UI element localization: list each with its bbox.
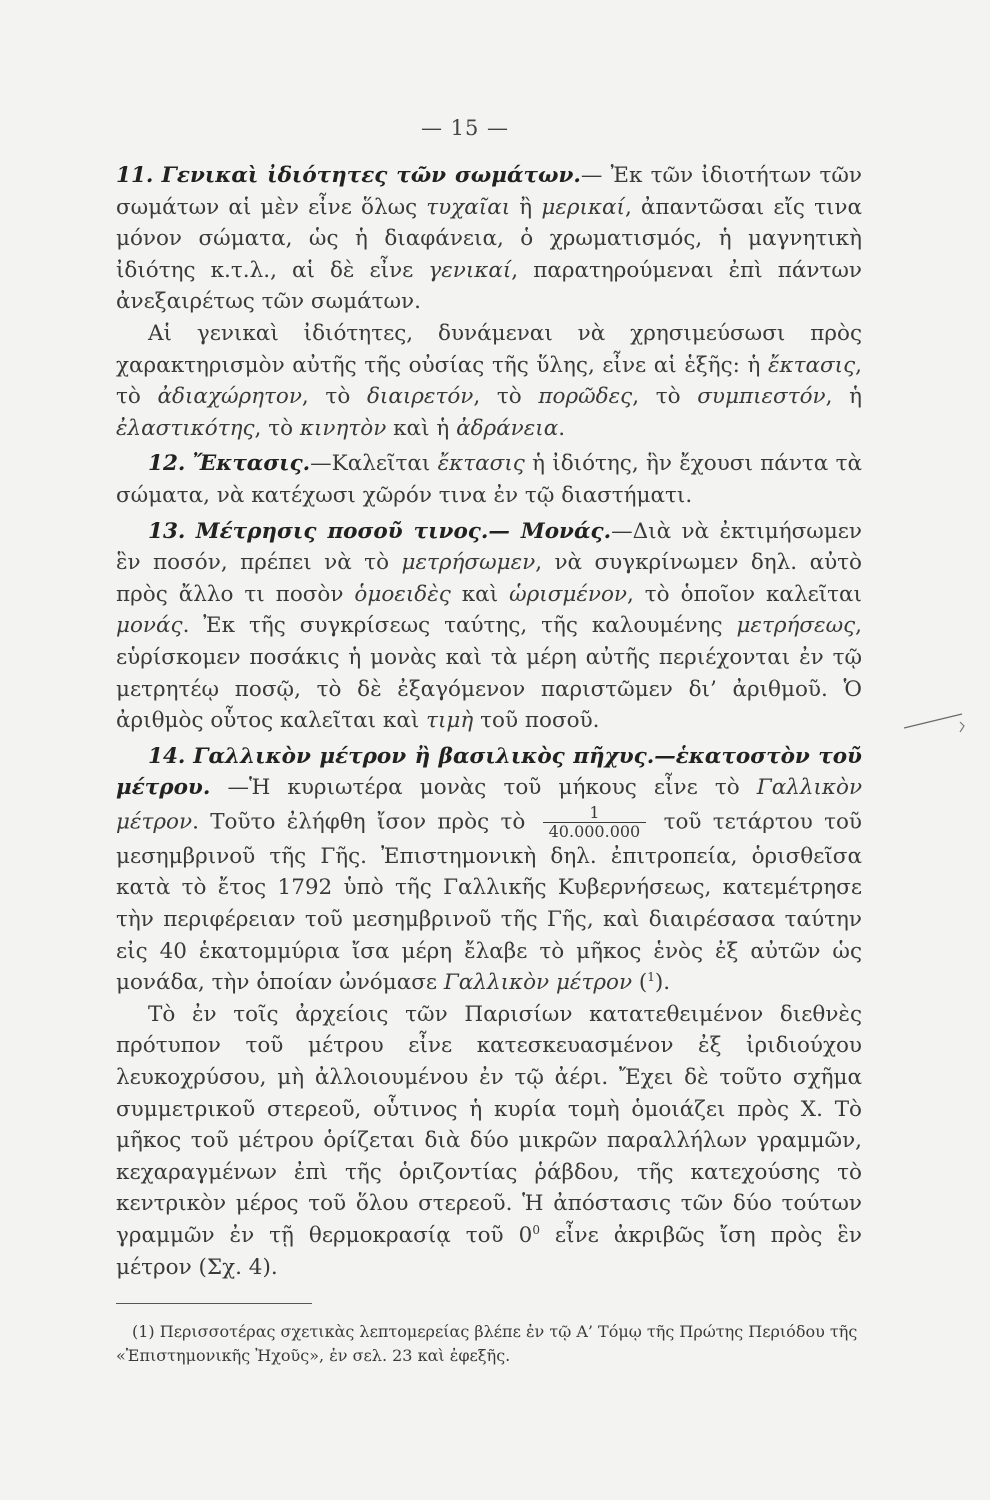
italic-term: ἐλαστικότης [116,415,255,441]
text-run: ἢ [510,194,542,220]
italic-term: ὡρισμένον [509,581,627,607]
italic-term: ἔκτασις [437,451,525,477]
italic-term: ἀδράνεια [456,415,559,441]
text-run: , εὑρίσκομεν ποσάκις ἡ μονὰς καὶ τὰ μέρη αὐτῆς περιέχονται ἐν τῷ μετρητέῳ ποσῷ, τὸ δὲ ἐξαγόμενον παριστῶμεν δι’ ἀριθμοῦ. Ὁ ἀριθμὸς οὗτος καλεῖται καὶ [116,613,862,734]
italic-term: ἀδιαχώρητον [157,384,302,410]
section-number: 14. [148,743,186,769]
text-run: , νὰ συγκρίνωμεν δηλ. αὐτὸ πρὸς ἄλλο τι ποσὸν [116,550,862,607]
italic-term: μερικαί [541,194,625,220]
section-text: . Τοῦτο ἐλήφθη ἴσον πρὸς τὸ [192,809,526,835]
italic-term: ἔκτασις [767,352,856,378]
text-run: . Ἐκ τῆς συγκρίσεως ταύτης, τῆς καλουμένης [182,613,737,639]
text-run: , ἡ [825,384,863,410]
text-run: καὶ ἡ [386,415,457,441]
paragraph-text: εἶνε ἀκριβῶς ἴση πρὸς ἓν μέτρον (Σχ. 4). [116,1223,863,1280]
italic-term: πορῶδες [538,384,633,410]
text-run: — [580,163,603,188]
paragraph-text: Τὸ ἐν τοῖς ἀρχείοις τῶν Παρισίων κατατεθειμένον διεθνὲς πρότυπον τοῦ μέτρου εἶνε κατεσκευασμένον ἐξ ἰριδιούχου λευκοχρύσου, μὴ ἀλλοιουμένου ἐν τῷ ἀέρι. Ἔχει δὲ τοῦτο σχῆμα συμμετρικοῦ στερεοῦ, οὗτινος ἡ κυρία τομὴ ὁμοιάζει πρὸς X. Τὸ μῆκος τοῦ μέτρου ὁρίζεται διὰ δύο μικρῶν παραλλήλων γραμμῶν, κεχαραγμένων ἐπὶ τῆς ὁριζοντίας ῥάβδου, τῆς κατεχούσης τὸ κεντρικὸν μέρος τοῦ ὅλου στερεοῦ. Ἡ ἀπόστασις τῶν δύο τούτων γραμμῶν ἐν τῇ θερμοκρασίᾳ τοῦ [116,1001,862,1248]
italic-term: μετρήσεως [736,613,856,639]
section-14-paragraph-2 [116,999,862,1283]
section-number: 12. [148,451,186,477]
italic-term: μονάς [116,613,183,639]
text-run: , ἀπαντῶσαι εἴς τινα μόνον σώματα, ὡς ἡ διαφάνεια, ὁ χρωματισμός, ἡ μαγνητικὴ ἰδιότης κ.τ.λ., αἱ δὲ εἶνε [116,194,862,283]
text-run: Αἱ γενικαὶ ἰδιότητες, δυνάμεναι νὰ χρησιμεύσωσι πρὸς χαρακτηρισμὸν αὐτῆς τῆς οὐσίας τῆς ὕλης, εἶνε αἱ ἑξῆς: ἡ [116,320,862,378]
section-12 [116,448,862,511]
text-run: , τὸ [301,384,367,410]
section-title: Ἔκτασις. [192,451,311,477]
section-text: τοῦ τετάρτου τοῦ μεσημβρινοῦ τῆς Γῆς. Ἐπιστημονικὴ δηλ. ἐπιτροπεία, ὁρισθεῖσα κατὰ τὸ ἔτος 1792 ὑπὸ τῆς Γαλλικῆς Κυβερνήσεως, κατεμέτρησε τὴν περιφέρειαν τοῦ μεσημβρινοῦ τῆς Γῆς, καὶ διαιρέσασα ταύτην εἰς 40 ἑκατομμύρια ἴσα μέρη ἔλαβε τὸ μῆκος ἑνὸς ἐξ αὐτῶν ὡς μονάδα, τὴν ὁποίαν ὠνόμασε [116,809,863,996]
italic-term: τυχαῖαι [426,194,511,220]
footnote-divider [116,1303,312,1304]
body-text [116,160,862,1283]
text-run: καὶ [450,581,510,607]
section-number: 11. [116,163,154,188]
italic-term: ὁμοειδὲς [354,581,451,607]
text-run: —Διὰ νὰ ἐκτιμήσωμεν ἓν ποσόν, πρέπει νὰ τὸ [116,518,862,576]
italic-term: τιμὴ [426,708,474,734]
text-run: , τὸ [254,415,300,441]
text-run: , τὸ [473,384,539,410]
italic-term: κινητὸν [299,415,387,441]
text-run: Ἐκ τῶν ἰδιοτήτων τῶν σωμάτων αἱ μὲν εἶνε ὅλως [116,163,862,220]
italic-term: γενικαί [428,257,512,283]
footnote: (1) Περισσοτέρας σχετικὰς λεπτομερείας βλέπε ἐν τῷ Α’ Τόμῳ τῆς Πρώτης Περιόδου τῆς «Ἐπιστημονικῆς Ἠχοῦς», ἐν σελ. 23 καὶ ἐφεξῆς. [116,1322,858,1365]
page-number: — 15 — [420,116,510,140]
fraction-numerator: 1 [543,804,647,823]
italic-term: μετρήσωμεν [401,550,536,576]
temperature-value: 0 [518,1223,533,1248]
text-run: . [558,415,566,441]
section-11 [116,160,862,318]
text-run: ἡ ἰδιότης, ἣν ἔχουσι πάντα τὰ σώματα, νὰ κατέχωσι χῶρόν τινα ἐν τῷ διαστήματι. [116,451,863,508]
section-body [116,519,862,734]
section-title: Γενικαὶ ἰδιότητες τῶν σωμάτων. [161,163,581,188]
section-number: 13. [148,518,186,544]
footnote-reference[interactable]: 1 [647,970,655,985]
term-french-metre: Γαλλικὸν μέτρον [443,970,633,996]
section-14: 14. Γαλλικὸν μέτρον ἢ βασιλικὸς πῆχυς.—ἑκατοστὸν τοῦ μέτρου. —Ἡ κυριωτέρα μονὰς τοῦ μήκους εἶνε τὸ Γαλλικὸν μέτρον. Τοῦτο ἐλήφθη ἴσον πρὸς τὸ $\frac{1}{40.000.000}$ τοῦ τετάρτου τοῦ μεσημβρινοῦ τῆς Γῆς. Ἐπιστημονικὴ δηλ. ἐπιτροπεία, ὁρισθεῖσα κατὰ τὸ ἔτος 1792 ὑπὸ τῆς Γαλλικῆς Κυβερνήσεως, κατεμέτρησε τὴν περιφέρειαν τοῦ μεσημβρινοῦ τῆς Γῆς, καὶ διαιρέσασα ταύτην εἰς 40 ἑκατομμύρια ἴσα μέρη ἔλαβε τὸ μῆκος ἑνὸς ἐξ αὐτῶν ὡς μονάδα, τὴν ὁποίαν ὠνόμασε Γαλλικὸν μέτρον ($^1$). [116,743,863,996]
italic-term: διαιρετόν [366,384,474,410]
text-run: , τὸ [116,352,862,410]
section-title: Γαλλικὸν μέτρον ἢ βασιλικὸς πῆχυς.—ἑκατοστὸν τοῦ μέτρου. [116,743,862,801]
section-title: Μέτρησις ποσοῦ τινος.— Μονάς. [195,518,612,544]
text-run: , τὸ [632,384,698,410]
text-run: τοῦ ποσοῦ. [473,708,600,734]
degree-superscript: 0 [532,1222,540,1237]
italic-term: συμπιεστόν [697,384,826,410]
margin-pencil-mark [902,706,972,736]
text-run: , παρατηρούμεναι ἐπὶ πάντων ἀνεξαιρέτως τῶν σωμάτων. [116,257,862,315]
section-11-paragraph-2 [116,318,862,444]
fraction-denominator: 40.000.000 [548,821,641,841]
term-french-metre: Γαλλικὸν μέτρον [116,775,863,835]
text-run: , τὸ ὁποῖον καλεῖται [626,581,862,607]
fraction [543,804,647,841]
section-text: —Ἡ κυριωτέρα μονὰς τοῦ μήκους εἶνε τὸ [227,775,757,801]
text-run: —Καλεῖται [310,451,438,477]
section-13 [116,516,862,737]
